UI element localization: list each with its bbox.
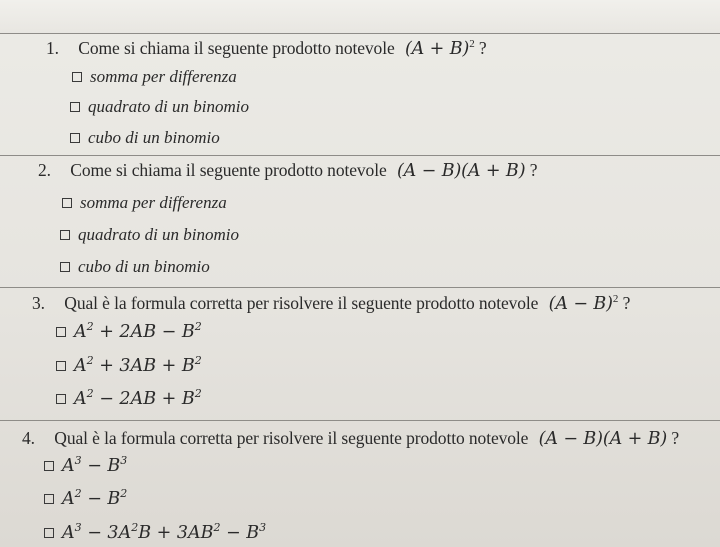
question-mark: ? (525, 160, 538, 180)
question-1 (46, 38, 487, 59)
option-4a[interactable] (44, 456, 127, 476)
option-label: somma per differenza (90, 67, 237, 86)
question-mark: ? (618, 293, 631, 313)
option-label: quadrato di un binomio (88, 97, 250, 116)
checkbox[interactable] (44, 494, 54, 504)
option-1b[interactable] (70, 97, 249, 117)
question-number: 3. (32, 293, 45, 313)
option-formula: $A^3 - B^3$ (62, 454, 128, 476)
option-2b[interactable] (60, 225, 239, 245)
checkbox[interactable] (44, 528, 54, 538)
checkbox[interactable] (60, 262, 70, 272)
checkbox[interactable] (56, 394, 66, 404)
checkbox[interactable] (56, 361, 66, 371)
checkbox[interactable] (44, 461, 54, 471)
question-expression: (A + B) (404, 39, 470, 59)
question-expression: (A − B)(A + B) (538, 429, 668, 449)
question-mark: ? (667, 428, 680, 448)
question-number: 2. (38, 160, 51, 180)
question-exponent: 2 (469, 38, 475, 50)
checkbox[interactable] (70, 102, 80, 112)
checkbox[interactable] (60, 230, 70, 240)
checkbox[interactable] (70, 133, 80, 143)
option-formula: $A^2 + 3AB + B^2$ (74, 354, 202, 376)
option-3b[interactable] (56, 356, 202, 376)
checkbox[interactable] (62, 198, 72, 208)
option-formula: $A^3 - 3A^2B + 3AB^2 - B^3$ (62, 521, 267, 543)
option-formula: $A^2 - B^2$ (62, 487, 128, 509)
question-text: Come si chiama il seguente prodotto notevole (78, 38, 395, 58)
option-2a[interactable] (62, 193, 227, 213)
checkbox[interactable] (56, 327, 66, 337)
option-formula: $A^2 - 2AB + B^2$ (74, 387, 202, 409)
question-expression: (A − B) (548, 294, 613, 314)
option-1a[interactable] (72, 67, 237, 87)
question-number: 1. (46, 38, 59, 58)
option-3c[interactable] (56, 389, 202, 409)
option-label: quadrato di un binomio (78, 225, 240, 244)
question-text: Come si chiama il seguente prodotto notevole (70, 160, 387, 180)
question-4 (22, 428, 679, 449)
question-mark: ? (474, 38, 487, 58)
divider (0, 420, 720, 421)
question-text: Qual è la formula corretta per risolvere il seguente prodotto notevole (64, 293, 539, 313)
divider (0, 155, 720, 156)
checkbox[interactable] (72, 72, 82, 82)
question-3 (32, 293, 630, 314)
option-3a[interactable] (56, 322, 202, 342)
option-2c[interactable] (60, 257, 210, 277)
option-4b[interactable] (44, 489, 127, 509)
option-label: cubo di un binomio (88, 128, 220, 147)
question-text: Qual è la formula corretta per risolvere il seguente prodotto notevole (54, 428, 529, 448)
option-1c[interactable] (70, 128, 220, 148)
question-expression: (A − B)(A + B) (396, 161, 526, 181)
question-2 (38, 160, 537, 181)
question-exponent: 2 (612, 293, 619, 305)
divider (0, 287, 720, 288)
top-margin (0, 0, 720, 34)
option-formula: $A^2 + 2AB - B^2$ (74, 320, 202, 342)
divider (0, 33, 720, 34)
option-label: cubo di un binomio (78, 257, 210, 276)
option-label: somma per differenza (80, 193, 227, 212)
option-4c[interactable] (44, 523, 266, 543)
question-number: 4. (22, 428, 35, 448)
